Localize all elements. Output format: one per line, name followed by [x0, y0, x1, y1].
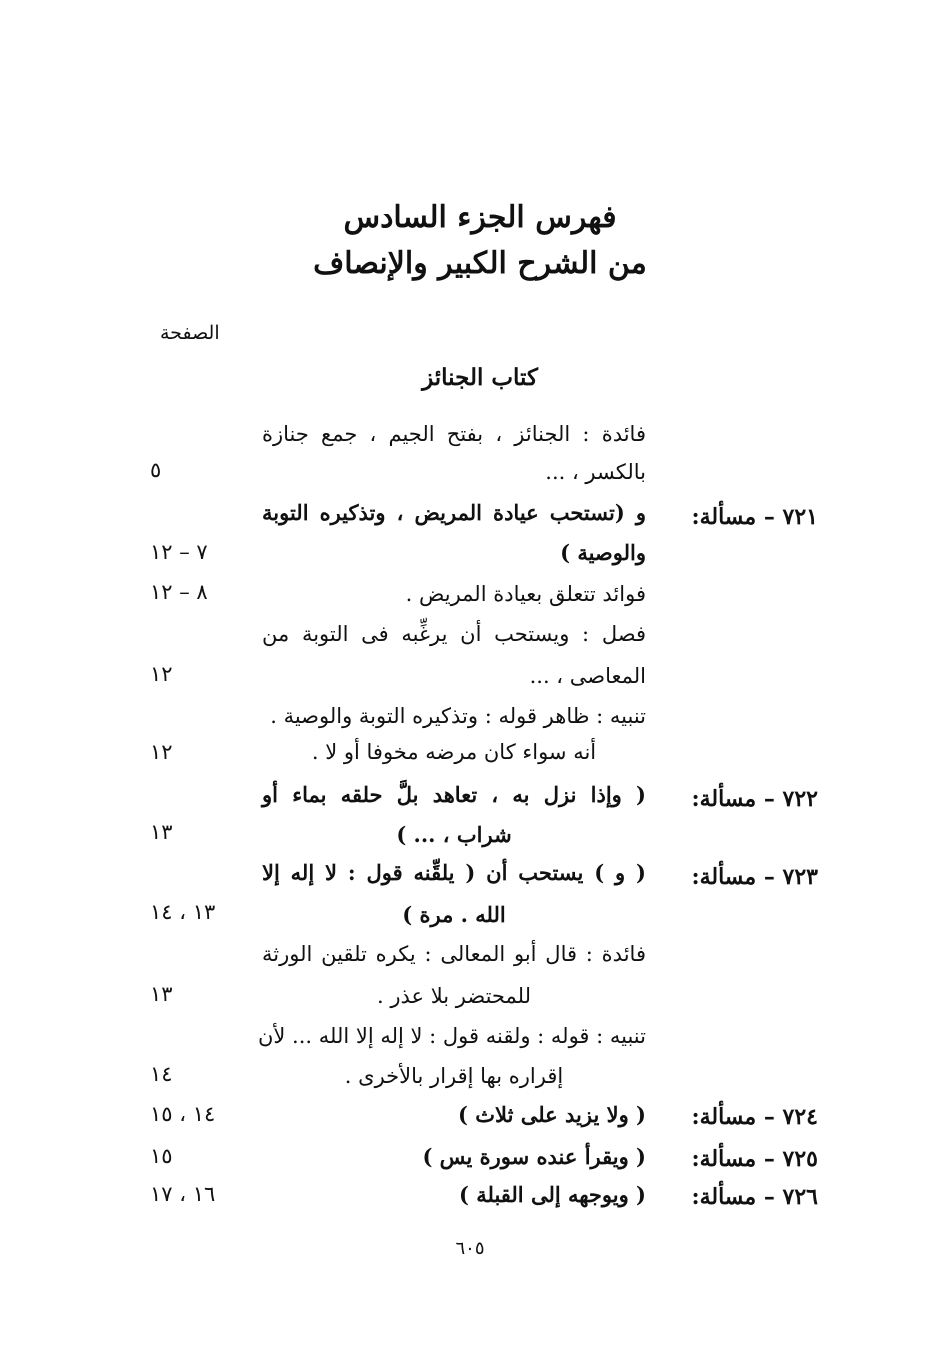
- entry-text-line: ( ولا يزيد على ثلاث ): [458, 1102, 646, 1127]
- section-title: كتاب الجنائز: [422, 364, 538, 391]
- entry-text-line: والوصية ): [560, 540, 646, 565]
- entry-label: ٧٢١ – مسألة:: [691, 504, 818, 530]
- entry-page-ref: ١٤: [150, 1062, 173, 1086]
- entry-text-line: و (تستحب عيادة المريض ، وتذكيره التوبة: [262, 500, 646, 525]
- entry-text-line: المعاصى ، ...: [529, 664, 646, 688]
- entry-page-ref: ١٣: [150, 820, 173, 844]
- entry-text-line: شراب ، ... ): [396, 822, 512, 847]
- entry-page-ref: ١٤ ، ١٥: [150, 1102, 216, 1126]
- entry-text-line: فوائد تتعلق بعيادة المريض .: [405, 582, 646, 606]
- entry-text-line: فائدة : قال أبو المعالى : يكره تلقين الورثة: [262, 942, 646, 966]
- entry-text-line: ( و ) يستحب أن ( يلقِّنه قول : لا إله إلا: [262, 860, 646, 885]
- entry-text-line: للمحتضر بلا عذر .: [377, 984, 531, 1008]
- entry-page-ref: ١٥: [150, 1144, 173, 1168]
- entry-page-ref: ١٢: [150, 740, 173, 764]
- entry-label: ٧٢٢ – مسألة:: [691, 786, 818, 812]
- index-title: فهرس الجزء السادس: [343, 200, 617, 235]
- entry-text-line: ( ويوجهه إلى القبلة ): [458, 1182, 646, 1207]
- page-number: ٦٠٥: [455, 1238, 485, 1259]
- entry-text-line: ( وإذا نزل به ، تعاهد بلَّ حلقه بماء أو: [262, 782, 646, 807]
- page-column-header: الصفحة: [160, 322, 220, 344]
- entry-text-line: تنبيه : قوله : ولقنه قول : لا إله إلا الله ... لأن: [257, 1024, 646, 1048]
- entry-page-ref: ١٣: [150, 982, 173, 1006]
- entry-text-line: الله . مرة ): [402, 902, 506, 927]
- entry-page-ref: ١٦ ، ١٧: [150, 1182, 216, 1206]
- index-subtitle: من الشرح الكبير والإنصاف: [313, 246, 647, 281]
- entry-text-line: فائدة : الجنائز ، بفتح الجيم ، جمع جنازة: [262, 422, 646, 446]
- entry-text-line: فصل : ويستحب أن يرغِّبه فى التوبة من: [262, 622, 646, 646]
- entry-label: ٧٢٤ – مسألة:: [691, 1104, 818, 1130]
- entry-label: ٧٢٦ – مسألة:: [691, 1184, 818, 1210]
- entry-page-ref: ٨ – ١٢: [150, 580, 208, 604]
- entry-text-line: بالكسر ، ...: [545, 460, 646, 484]
- entry-text-line: إقراره بها إقرار بالأخرى .: [344, 1064, 564, 1088]
- entry-page-ref: ٥: [150, 458, 162, 482]
- entry-page-ref: ١٣ ، ١٤: [150, 900, 216, 924]
- entry-text-line: أنه سواء كان مرضه مخوفا أو لا .: [311, 740, 597, 764]
- entry-label: ٧٢٥ – مسألة:: [691, 1146, 818, 1172]
- entry-text-line: تنبيه : ظاهر قوله : وتذكيره التوبة والوصية .: [270, 704, 646, 728]
- entry-text-line: ( ويقرأ عنده سورة يس ): [422, 1144, 646, 1169]
- entry-page-ref: ١٢: [150, 662, 173, 686]
- entry-page-ref: ٧ – ١٢: [150, 540, 208, 564]
- entry-label: ٧٢٣ – مسألة:: [691, 864, 818, 890]
